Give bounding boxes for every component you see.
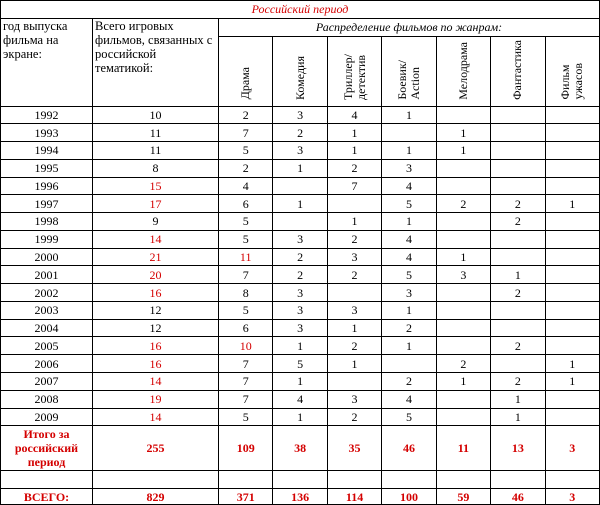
russian-total-value: 255 — [93, 426, 219, 471]
value-cell: 1 — [436, 373, 490, 391]
value-cell: 1 — [382, 106, 436, 124]
header-total: Всего игровых фильмов, связанных с российской тематикой: — [93, 18, 219, 106]
value-cell — [491, 159, 545, 177]
value-cell: 2 — [273, 124, 327, 142]
grand-total-value: 829 — [93, 489, 219, 505]
empty-cell — [273, 471, 327, 489]
grand-total-label: ВСЕГО: — [1, 489, 93, 505]
value-cell: 3 — [273, 301, 327, 319]
value-cell: 1 — [273, 195, 327, 213]
value-cell: 2 — [219, 106, 273, 124]
value-cell: 5 — [219, 230, 273, 248]
empty-cell — [436, 471, 490, 489]
value-cell: 3 — [273, 284, 327, 302]
value-cell — [327, 195, 381, 213]
value-cell: 7 — [219, 355, 273, 373]
value-cell — [436, 177, 490, 195]
value-cell: 1 — [382, 337, 436, 355]
header-genres-group: Распределение фильмов по жанрам: — [219, 18, 600, 36]
value-cell: 4 — [382, 230, 436, 248]
total-cell: 9 — [93, 213, 219, 231]
total-cell: 17 — [93, 195, 219, 213]
value-cell — [327, 284, 381, 302]
value-cell: 5 — [219, 142, 273, 160]
value-cell: 5 — [273, 355, 327, 373]
value-cell: 6 — [219, 319, 273, 337]
value-cell: 2 — [327, 408, 381, 426]
table-row — [1, 284, 600, 302]
value-cell — [436, 301, 490, 319]
total-cell: 19 — [93, 390, 219, 408]
value-cell — [545, 124, 599, 142]
value-cell: 2 — [219, 159, 273, 177]
total-cell: 21 — [93, 248, 219, 266]
value-cell — [436, 230, 490, 248]
value-cell: 1 — [545, 373, 599, 391]
value-cell — [545, 284, 599, 302]
russian-total-genre: 35 — [327, 426, 381, 471]
table-row — [1, 266, 600, 284]
year-cell: 1996 — [1, 177, 93, 195]
table-row — [1, 230, 600, 248]
total-cell: 11 — [93, 124, 219, 142]
russian-total-genre: 38 — [273, 426, 327, 471]
year-cell: 1994 — [1, 142, 93, 160]
header-year: год выпуска фильма на экране: — [1, 18, 93, 106]
value-cell: 2 — [327, 266, 381, 284]
value-cell: 7 — [219, 390, 273, 408]
value-cell — [545, 106, 599, 124]
value-cell: 1 — [491, 266, 545, 284]
genre-header-label: Драма — [238, 67, 253, 100]
spacer-row — [1, 471, 600, 489]
value-cell: 4 — [273, 390, 327, 408]
russian-total-genre: 109 — [219, 426, 273, 471]
year-cell: 2009 — [1, 408, 93, 426]
value-cell — [545, 177, 599, 195]
year-cell: 2007 — [1, 373, 93, 391]
genre-header — [491, 36, 545, 106]
empty-cell — [545, 471, 599, 489]
total-cell: 16 — [93, 337, 219, 355]
value-cell — [545, 266, 599, 284]
genre-header-label: Боевик/ Action — [394, 59, 422, 100]
grand-total-genre: 46 — [491, 489, 545, 505]
table-row — [1, 390, 600, 408]
grand-total-genre: 371 — [219, 489, 273, 505]
value-cell — [491, 177, 545, 195]
value-cell — [436, 284, 490, 302]
table-row — [1, 177, 600, 195]
value-cell — [545, 159, 599, 177]
total-cell: 15 — [93, 177, 219, 195]
table-row — [1, 408, 600, 426]
value-cell: 10 — [219, 337, 273, 355]
value-cell — [491, 230, 545, 248]
value-cell: 5 — [382, 195, 436, 213]
value-cell — [273, 177, 327, 195]
value-cell — [545, 337, 599, 355]
value-cell: 1 — [436, 142, 490, 160]
year-cell: 2006 — [1, 355, 93, 373]
value-cell: 7 — [219, 373, 273, 391]
value-cell: 3 — [382, 159, 436, 177]
value-cell: 2 — [327, 337, 381, 355]
russian-total-genre: 11 — [436, 426, 490, 471]
value-cell — [545, 408, 599, 426]
total-cell: 14 — [93, 408, 219, 426]
value-cell: 5 — [382, 408, 436, 426]
value-cell: 6 — [219, 195, 273, 213]
value-cell — [491, 248, 545, 266]
empty-cell — [219, 471, 273, 489]
table-row — [1, 106, 600, 124]
value-cell: 2 — [491, 337, 545, 355]
value-cell — [491, 355, 545, 373]
value-cell: 2 — [491, 373, 545, 391]
empty-cell — [93, 471, 219, 489]
value-cell — [545, 319, 599, 337]
year-cell: 1995 — [1, 159, 93, 177]
total-cell: 12 — [93, 319, 219, 337]
value-cell: 3 — [436, 266, 490, 284]
total-cell: 14 — [93, 373, 219, 391]
year-cell: 2001 — [1, 266, 93, 284]
value-cell: 1 — [327, 213, 381, 231]
russian-total-row — [1, 426, 600, 471]
value-cell — [436, 390, 490, 408]
grand-total-genre: 136 — [273, 489, 327, 505]
value-cell: 5 — [219, 213, 273, 231]
total-cell: 16 — [93, 284, 219, 302]
value-cell — [491, 124, 545, 142]
empty-cell — [1, 471, 93, 489]
value-cell: 7 — [327, 177, 381, 195]
value-cell — [491, 319, 545, 337]
value-cell: 1 — [382, 213, 436, 231]
value-cell: 2 — [491, 195, 545, 213]
value-cell: 4 — [219, 177, 273, 195]
total-cell: 14 — [93, 230, 219, 248]
value-cell: 2 — [491, 284, 545, 302]
genre-header — [436, 36, 490, 106]
value-cell: 2 — [436, 355, 490, 373]
table-row — [1, 248, 600, 266]
total-cell: 11 — [93, 142, 219, 160]
value-cell: 3 — [327, 390, 381, 408]
value-cell — [545, 301, 599, 319]
table-title: Российский период — [1, 1, 600, 19]
value-cell: 5 — [219, 408, 273, 426]
russian-total-genre: 3 — [545, 426, 599, 471]
value-cell: 1 — [545, 195, 599, 213]
genre-header-label: Фильм ужасов — [558, 63, 586, 100]
value-cell — [545, 142, 599, 160]
table-row — [1, 195, 600, 213]
value-cell: 7 — [219, 124, 273, 142]
value-cell: 3 — [273, 106, 327, 124]
year-cell: 2004 — [1, 319, 93, 337]
value-cell — [491, 142, 545, 160]
empty-cell — [327, 471, 381, 489]
year-cell: 1997 — [1, 195, 93, 213]
total-cell: 10 — [93, 106, 219, 124]
grand-total-row — [1, 489, 600, 505]
table-row — [1, 301, 600, 319]
value-cell: 4 — [382, 177, 436, 195]
year-cell: 2000 — [1, 248, 93, 266]
value-cell — [327, 373, 381, 391]
value-cell: 2 — [382, 319, 436, 337]
year-cell: 1998 — [1, 213, 93, 231]
value-cell: 1 — [436, 248, 490, 266]
grand-total-genre: 114 — [327, 489, 381, 505]
value-cell — [545, 248, 599, 266]
empty-cell — [382, 471, 436, 489]
value-cell: 2 — [273, 266, 327, 284]
empty-cell — [491, 471, 545, 489]
value-cell: 2 — [273, 248, 327, 266]
value-cell: 1 — [327, 124, 381, 142]
value-cell: 1 — [273, 373, 327, 391]
value-cell: 2 — [491, 213, 545, 231]
value-cell: 1 — [327, 355, 381, 373]
genre-header-label: Фантастика — [510, 39, 525, 100]
value-cell: 8 — [219, 284, 273, 302]
value-cell: 3 — [327, 301, 381, 319]
value-cell: 3 — [273, 142, 327, 160]
value-cell — [382, 355, 436, 373]
value-cell: 1 — [491, 408, 545, 426]
value-cell — [491, 106, 545, 124]
russian-total-label: Итого за российский период — [1, 426, 93, 471]
value-cell: 1 — [491, 390, 545, 408]
year-cell: 1992 — [1, 106, 93, 124]
year-cell: 1999 — [1, 230, 93, 248]
genre-header-label: Триллер/ детектив — [340, 53, 368, 100]
total-cell: 20 — [93, 266, 219, 284]
value-cell: 4 — [327, 106, 381, 124]
value-cell: 2 — [327, 159, 381, 177]
table-row — [1, 337, 600, 355]
value-cell — [436, 159, 490, 177]
genre-header — [545, 36, 599, 106]
genre-header-label: Мелодрама — [455, 41, 470, 100]
value-cell — [273, 213, 327, 231]
value-cell: 1 — [273, 408, 327, 426]
value-cell — [382, 124, 436, 142]
value-cell: 5 — [219, 301, 273, 319]
table-row — [1, 142, 600, 160]
value-cell — [436, 337, 490, 355]
value-cell: 4 — [382, 248, 436, 266]
year-cell: 2005 — [1, 337, 93, 355]
value-cell: 1 — [382, 142, 436, 160]
genre-header — [327, 36, 381, 106]
value-cell: 1 — [327, 319, 381, 337]
value-cell: 3 — [382, 284, 436, 302]
year-cell: 2003 — [1, 301, 93, 319]
total-cell: 12 — [93, 301, 219, 319]
value-cell: 1 — [273, 159, 327, 177]
year-cell: 1993 — [1, 124, 93, 142]
value-cell — [545, 390, 599, 408]
table-row — [1, 213, 600, 231]
year-cell: 2008 — [1, 390, 93, 408]
genre-header — [273, 36, 327, 106]
grand-total-genre: 100 — [382, 489, 436, 505]
value-cell: 3 — [273, 319, 327, 337]
russian-total-genre: 13 — [491, 426, 545, 471]
value-cell: 1 — [273, 337, 327, 355]
value-cell: 2 — [327, 230, 381, 248]
genre-header-label: Комедия — [292, 55, 307, 100]
value-cell: 2 — [436, 195, 490, 213]
value-cell: 1 — [545, 355, 599, 373]
value-cell — [491, 301, 545, 319]
table-row — [1, 124, 600, 142]
value-cell: 2 — [382, 373, 436, 391]
total-cell: 16 — [93, 355, 219, 373]
russian-total-genre: 46 — [382, 426, 436, 471]
year-cell: 2002 — [1, 284, 93, 302]
value-cell — [436, 319, 490, 337]
value-cell: 11 — [219, 248, 273, 266]
genre-header — [382, 36, 436, 106]
grand-total-genre: 59 — [436, 489, 490, 505]
table-row — [1, 355, 600, 373]
value-cell: 1 — [382, 301, 436, 319]
value-cell: 1 — [436, 124, 490, 142]
value-cell — [436, 106, 490, 124]
table-row — [1, 373, 600, 391]
value-cell: 5 — [382, 266, 436, 284]
value-cell — [436, 408, 490, 426]
value-cell — [545, 230, 599, 248]
value-cell — [545, 213, 599, 231]
value-cell — [436, 213, 490, 231]
grand-total-genre: 3 — [545, 489, 599, 505]
value-cell: 3 — [327, 248, 381, 266]
genre-header — [219, 36, 273, 106]
table-row — [1, 319, 600, 337]
value-cell: 4 — [382, 390, 436, 408]
value-cell: 3 — [273, 230, 327, 248]
total-cell: 8 — [93, 159, 219, 177]
value-cell: 7 — [219, 266, 273, 284]
table-row — [1, 159, 600, 177]
value-cell: 1 — [327, 142, 381, 160]
